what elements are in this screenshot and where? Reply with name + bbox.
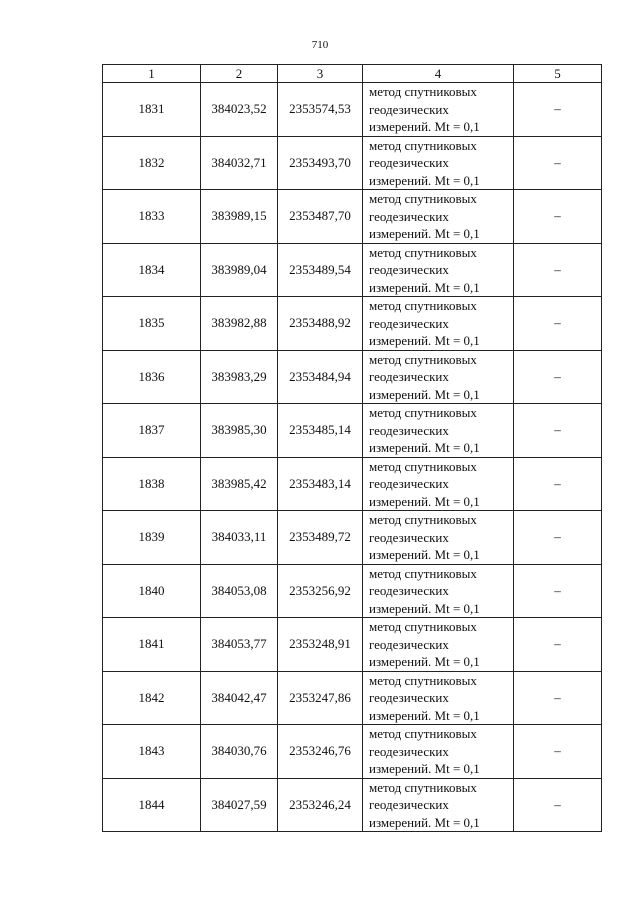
table-row: [103, 725, 602, 779]
header-row: [103, 65, 602, 83]
method-text-line: геодезических: [369, 208, 449, 224]
point-number-cell: 1839: [103, 511, 201, 565]
table-row: [103, 190, 602, 244]
note-cell: –: [514, 136, 602, 190]
method-text-line: геодезических: [369, 690, 449, 705]
y-coordinate-cell: 2353485,14: [278, 404, 363, 458]
table-row: [103, 778, 602, 832]
method-text-line: измерений. Mt = 0,1: [369, 333, 480, 348]
note-cell: –: [514, 457, 602, 511]
method-text-line: геодезических: [369, 583, 449, 598]
y-coordinate-cell: 2353246,76: [278, 725, 363, 779]
point-number-cell: 1833: [103, 190, 201, 244]
y-coordinate-cell: 2353256,92: [278, 564, 363, 618]
x-coordinate-cell: 384030,76: [201, 725, 278, 779]
point-number-cell: 1842: [103, 671, 201, 725]
point-number-cell: 1834: [103, 243, 201, 297]
note-cell: –: [514, 564, 602, 618]
method-cell: [363, 136, 514, 190]
note-cell: –: [514, 778, 602, 832]
note-cell: –: [514, 190, 602, 244]
point-number-cell: 1836: [103, 350, 201, 404]
method-text-line: метод спутниковых: [369, 458, 477, 474]
method-text-line: метод спутниковых: [369, 84, 477, 99]
method-text-line: измерений. Mt = 0,1: [369, 440, 480, 455]
method-cell: [363, 297, 514, 351]
x-coordinate-cell: 383985,30: [201, 404, 278, 458]
x-coordinate-cell: 384042,47: [201, 671, 278, 725]
x-coordinate-cell: 384053,77: [201, 618, 278, 672]
y-coordinate-cell: 2353489,72: [278, 511, 363, 565]
method-text-line: метод спутниковых: [369, 726, 477, 741]
table-row: [103, 243, 602, 297]
column-header-3: 3: [278, 65, 363, 83]
method-cell: [363, 511, 514, 565]
point-number-cell: 1832: [103, 136, 201, 190]
method-text-line: измерений. Mt = 0,1: [369, 547, 480, 562]
x-coordinate-cell: 383983,29: [201, 350, 278, 404]
method-text-line: измерений. Mt = 0,1: [369, 172, 480, 188]
point-number-cell: 1831: [103, 83, 201, 137]
y-coordinate-cell: 2353248,91: [278, 618, 363, 672]
method-text-line: геодезических: [369, 636, 449, 652]
note-cell: –: [514, 297, 602, 351]
y-coordinate-cell: 2353484,94: [278, 350, 363, 404]
method-text-line: геодезических: [369, 315, 449, 331]
method-cell: [363, 618, 514, 672]
method-cell: [363, 190, 514, 244]
method-text-line: измерений. Mt = 0,1: [369, 119, 480, 134]
point-number-cell: 1844: [103, 778, 201, 832]
x-coordinate-cell: 383985,42: [201, 457, 278, 511]
method-text-line: метод спутниковых: [369, 619, 477, 634]
table-row: [103, 671, 602, 725]
method-text-line: геодезических: [369, 101, 449, 117]
method-text-line: геодезических: [369, 743, 449, 759]
point-number-cell: 1838: [103, 457, 201, 511]
table-row: [103, 136, 602, 190]
table-row: [103, 297, 602, 351]
note-cell: –: [514, 83, 602, 137]
note-cell: –: [514, 671, 602, 725]
method-text-line: метод спутниковых: [369, 405, 477, 420]
table-row: [103, 350, 602, 404]
point-number-cell: 1835: [103, 297, 201, 351]
x-coordinate-cell: 384033,11: [201, 511, 278, 565]
point-number-cell: 1840: [103, 564, 201, 618]
method-text-line: геодезических: [369, 369, 449, 384]
point-number-cell: 1841: [103, 618, 201, 672]
method-text-line: измерений. Mt = 0,1: [369, 654, 480, 669]
note-cell: –: [514, 511, 602, 565]
method-text-line: метод спутниковых: [369, 244, 477, 260]
method-cell: [363, 404, 514, 458]
y-coordinate-cell: 2353489,54: [278, 243, 363, 297]
y-coordinate-cell: 2353493,70: [278, 136, 363, 190]
method-text-line: метод спутниковых: [369, 298, 477, 313]
method-text-line: геодезических: [369, 262, 449, 277]
point-number-cell: 1837: [103, 404, 201, 458]
method-text-line: измерений. Mt = 0,1: [369, 386, 480, 402]
table-row: [103, 618, 602, 672]
y-coordinate-cell: 2353574,53: [278, 83, 363, 137]
method-text-line: метод спутниковых: [369, 512, 477, 527]
y-coordinate-cell: 2353483,14: [278, 457, 363, 511]
note-cell: –: [514, 618, 602, 672]
table-body: [103, 83, 602, 832]
method-cell: [363, 243, 514, 297]
method-cell: [363, 725, 514, 779]
column-header-2: 2: [201, 65, 278, 83]
method-text-line: геодезических: [369, 476, 449, 491]
method-text-line: измерений. Mt = 0,1: [369, 279, 480, 295]
column-header-1: 1: [103, 65, 201, 83]
method-text-line: метод спутниковых: [369, 779, 477, 795]
method-text-line: измерений. Mt = 0,1: [369, 707, 480, 723]
x-coordinate-cell: 384023,52: [201, 83, 278, 137]
method-text-line: измерений. Mt = 0,1: [369, 814, 480, 830]
x-coordinate-cell: 384027,59: [201, 778, 278, 832]
y-coordinate-cell: 2353246,24: [278, 778, 363, 832]
method-cell: [363, 671, 514, 725]
y-coordinate-cell: 2353247,86: [278, 671, 363, 725]
method-cell: [363, 83, 514, 137]
column-header-5: 5: [514, 65, 602, 83]
x-coordinate-cell: 384053,08: [201, 564, 278, 618]
note-cell: –: [514, 243, 602, 297]
point-number-cell: 1843: [103, 725, 201, 779]
method-text-line: измерений. Mt = 0,1: [369, 600, 480, 616]
coordinates-table: [102, 64, 602, 832]
x-coordinate-cell: 383982,88: [201, 297, 278, 351]
note-cell: –: [514, 350, 602, 404]
y-coordinate-cell: 2353488,92: [278, 297, 363, 351]
method-text-line: метод спутниковых: [369, 565, 477, 581]
method-text-line: измерений. Mt = 0,1: [369, 761, 480, 776]
column-header-4: 4: [363, 65, 514, 83]
method-text-line: измерений. Mt = 0,1: [369, 226, 480, 241]
method-cell: [363, 778, 514, 832]
method-text-line: метод спутниковых: [369, 672, 477, 688]
table-row: [103, 404, 602, 458]
table-header: [103, 65, 602, 83]
table-row: [103, 457, 602, 511]
table-row: [103, 511, 602, 565]
method-text-line: метод спутниковых: [369, 351, 477, 367]
method-text-line: геодезических: [369, 797, 449, 812]
method-text-line: метод спутниковых: [369, 137, 477, 153]
method-cell: [363, 457, 514, 511]
y-coordinate-cell: 2353487,70: [278, 190, 363, 244]
method-cell: [363, 564, 514, 618]
method-text-line: геодезических: [369, 529, 449, 545]
table-row: [103, 564, 602, 618]
method-text-line: геодезических: [369, 155, 449, 170]
method-cell: [363, 350, 514, 404]
note-cell: –: [514, 725, 602, 779]
x-coordinate-cell: 383989,15: [201, 190, 278, 244]
x-coordinate-cell: 383989,04: [201, 243, 278, 297]
table-row: [103, 83, 602, 137]
page-number: 710: [311, 39, 329, 51]
method-text-line: геодезических: [369, 422, 449, 438]
note-cell: –: [514, 404, 602, 458]
method-text-line: измерений. Mt = 0,1: [369, 493, 480, 509]
x-coordinate-cell: 384032,71: [201, 136, 278, 190]
method-text-line: метод спутниковых: [369, 191, 477, 206]
